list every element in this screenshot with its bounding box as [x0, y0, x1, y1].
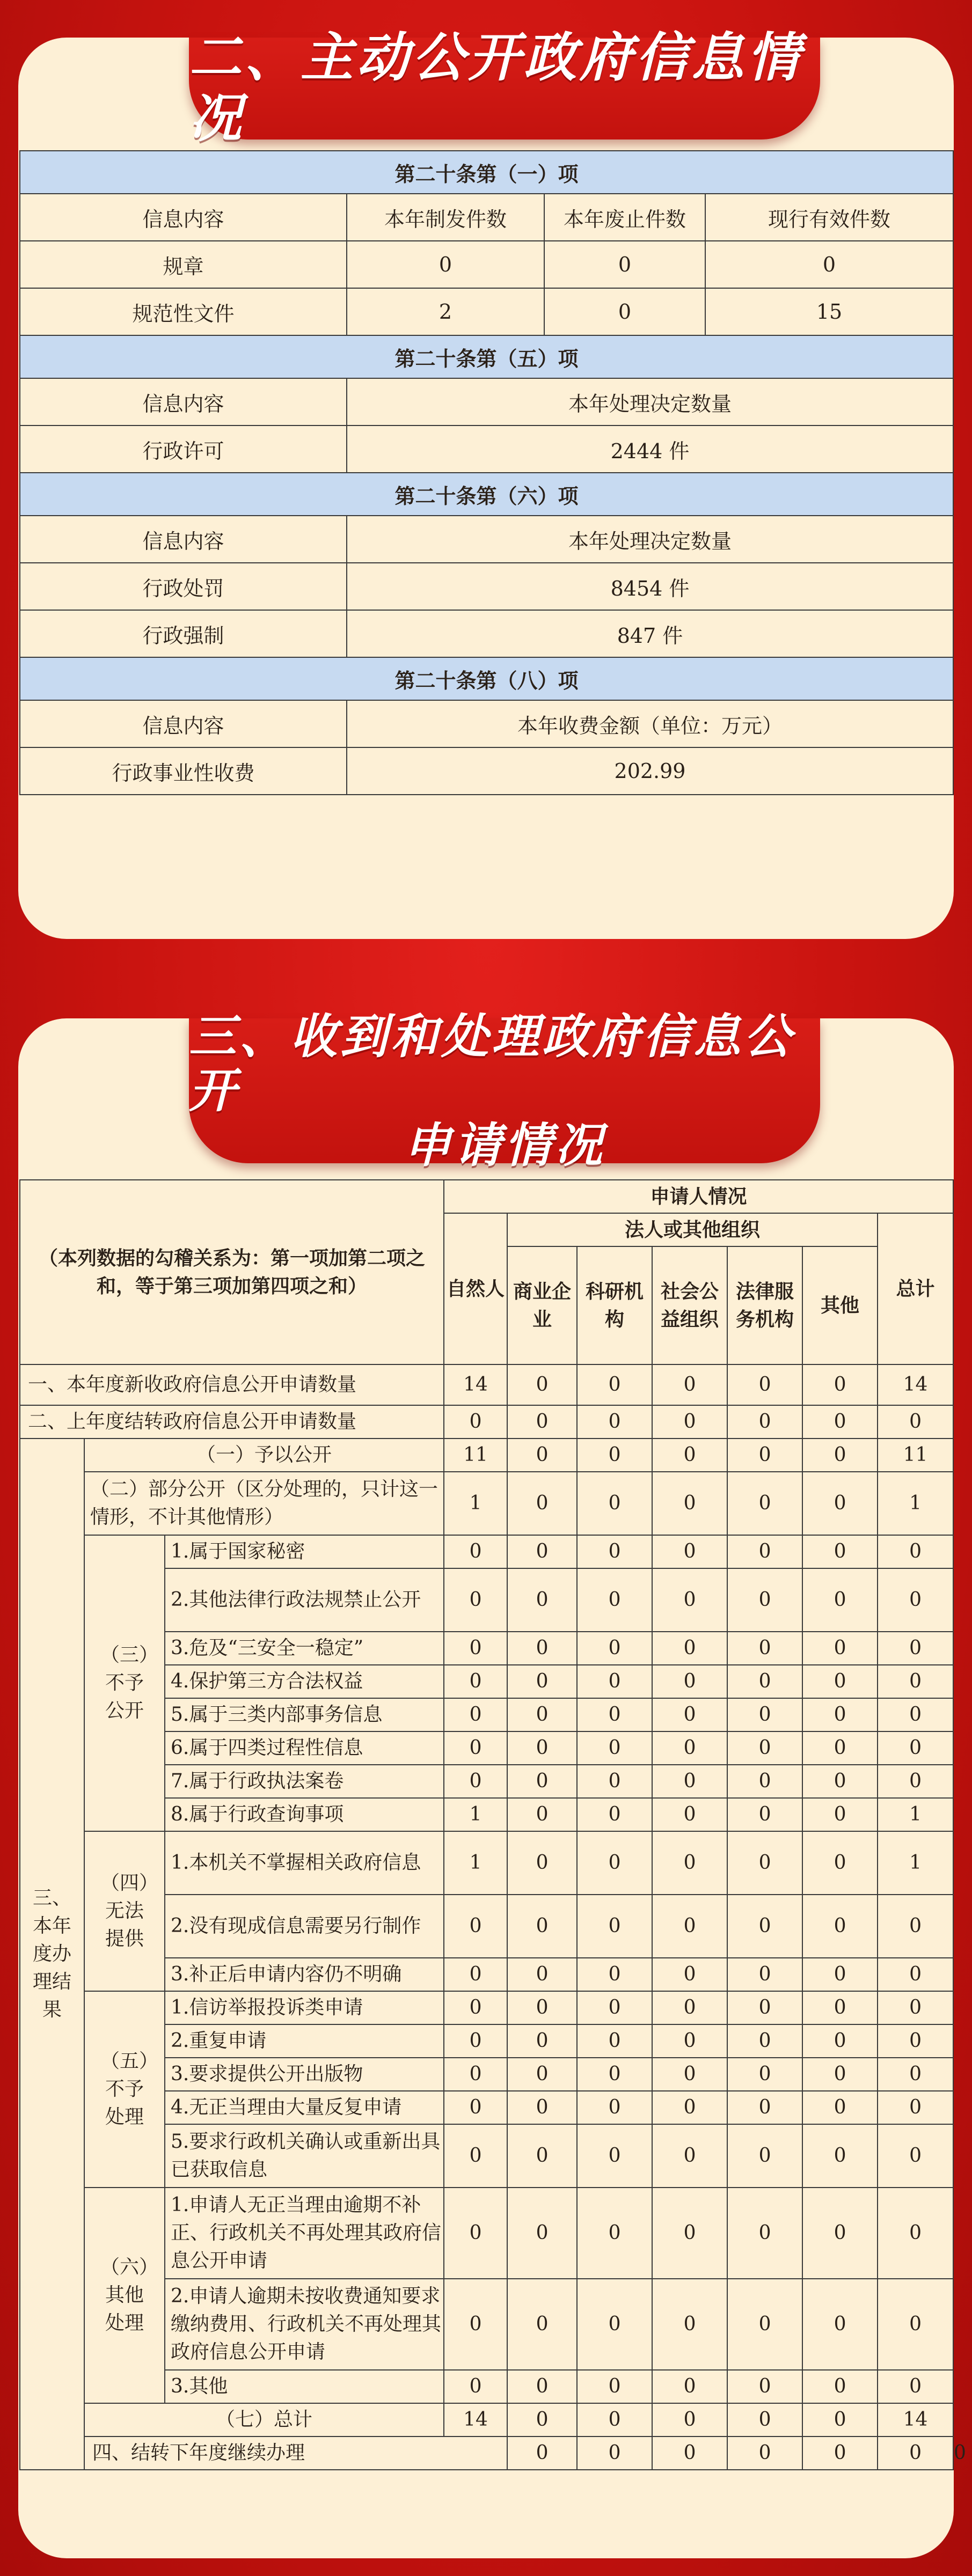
table-row: （七）总计 14 0 0 0 0 0 14	[20, 2403, 953, 2436]
group-deny-label: （三）不予公开	[84, 1535, 165, 1831]
table-row: 4.无正当理由大量反复申请 0 0 0 0 0 0 0	[20, 2091, 953, 2124]
table-row: 3.其他 0 0 0 0 0 0 0	[20, 2370, 953, 2403]
table-row: 5.属于三类内部事务信息 0 0 0 0 0 0 0	[20, 1698, 953, 1731]
table-row: 规范性文件 2 0 15	[20, 288, 953, 335]
table-row: 二、上年度结转政府信息公开申请数量 0 0 0 0 0 0 0	[20, 1405, 953, 1439]
table-row: （四）无法提供 1.本机关不掌握相关政府信息 1 0 0 0 0 0 1	[20, 1831, 953, 1895]
table-row: 信息内容 本年处理决定数量	[20, 378, 953, 425]
table-row: （二）部分公开（区分处理的，只计这一情形，不计其他情形） 1 0 0 0 0 0 1	[20, 1472, 953, 1535]
table-row: 规章 0 0 0	[20, 241, 953, 288]
section3-title-line1: 三、收到和处理政府信息公开	[189, 1009, 795, 1119]
table-row: 行政事业性收费 202.99	[20, 747, 953, 795]
header-row: 自然人 法人或其他组织 总计	[20, 1213, 953, 1246]
table-row: 信息内容 本年收费金额（单位：万元）	[20, 700, 953, 747]
header-row	[20, 1180, 953, 1213]
group-other-label: （六）其他处理	[84, 2188, 165, 2403]
block-header: 第二十条第（八）项	[20, 657, 953, 700]
group-unable-label: （四）无法提供	[84, 1831, 165, 1991]
table-row: 信息内容 本年制发件数 本年废止件数 现行有效件数	[20, 194, 953, 241]
table-row: 行政许可 2444 件	[20, 425, 953, 473]
table-row: 2.重复申请 0 0 0 0 0 0 0	[20, 2024, 953, 2058]
formula-note: （本列数据的勾稽关系为：第一项加第二项之和，等于第三项加第四项之和）	[20, 1180, 444, 1364]
table-row: 3.危及“三安全一稳定” 0 0 0 0 0 0 0	[20, 1632, 953, 1665]
table-row: 3.补正后申请内容仍不明确 0 0 0 0 0 0 0	[20, 1958, 953, 1991]
table-row: 四、结转下年度继续办理 0 0 0 0 0 0 0	[20, 2436, 953, 2470]
section2-banner	[189, 27, 820, 149]
table-row: 行政强制 847 件	[20, 610, 953, 657]
table-row: 3.要求提供公开出版物 0 0 0 0 0 0 0	[20, 2058, 953, 2091]
table-row: 5.要求行政机关确认或重新出具已获取信息 0 0 0 0 0 0 0	[20, 2124, 953, 2188]
header-row: 商业企业 科研机构 社会公益组织 法律服务机构 其他	[20, 1246, 953, 1364]
table-row: 行政处罚 8454 件	[20, 563, 953, 610]
table-row: （五）不予处理 1.信访举报投诉类申请 0 0 0 0 0 0 0	[20, 1991, 953, 2024]
table-row: 三、本年度办理结果 （一）予以公开 11 0 0 0 0 0 11	[20, 1439, 953, 1472]
table-row: 2.没有现成信息需要另行制作 0 0 0 0 0 0 0	[20, 1895, 953, 1958]
table-row: 2.申请人逾期未按收费通知要求缴纳费用、行政机关不再处理其政府信息公开申请 0 0 0 0 0 0 0	[20, 2279, 953, 2370]
block-header: 第二十条第（一）项	[20, 151, 953, 194]
section2-title: 二、主动公开政府信息情况	[189, 27, 803, 149]
group-noprocess-label: （五）不予处理	[84, 1991, 165, 2188]
section3-banner	[189, 1009, 820, 1173]
applicant-header: 申请人情况	[444, 1180, 953, 1213]
table-row: 2.其他法律行政法规禁止公开 0 0 0 0 0 0 0	[20, 1568, 953, 1632]
table-row: 8.属于行政查询事项 1 0 0 0 0 0 1	[20, 1798, 953, 1831]
application-handling-table	[19, 1179, 966, 2470]
table-row: 4.保护第三方合法权益 0 0 0 0 0 0 0	[20, 1665, 953, 1698]
section2-card	[18, 27, 954, 939]
result-label: 三、本年度办理结果	[20, 1439, 84, 2470]
section3-card	[18, 1009, 966, 2558]
section3-title-line2: 申请情况	[403, 1117, 605, 1173]
table-row: 一、本年度新收政府信息公开申请数量 14 0 0 0 0 0 14	[20, 1364, 953, 1405]
block-header: 第二十条第（五）项	[20, 335, 953, 378]
proactive-disclosure-table	[19, 150, 954, 795]
block-header: 第二十条第（六）项	[20, 473, 953, 516]
table-row: 信息内容 本年处理决定数量	[20, 516, 953, 563]
table-row: （六）其他处理 1.申请人无正当理由逾期不补正、行政机关不再处理其政府信息公开申请 0 0 0 0 0 0 0	[20, 2188, 953, 2279]
table-row: （三）不予公开 1.属于国家秘密 0 0 0 0 0 0 0	[20, 1535, 953, 1568]
table-row: 6.属于四类过程性信息 0 0 0 0 0 0 0	[20, 1731, 953, 1765]
table-row: 7.属于行政执法案卷 0 0 0 0 0 0 0	[20, 1765, 953, 1798]
